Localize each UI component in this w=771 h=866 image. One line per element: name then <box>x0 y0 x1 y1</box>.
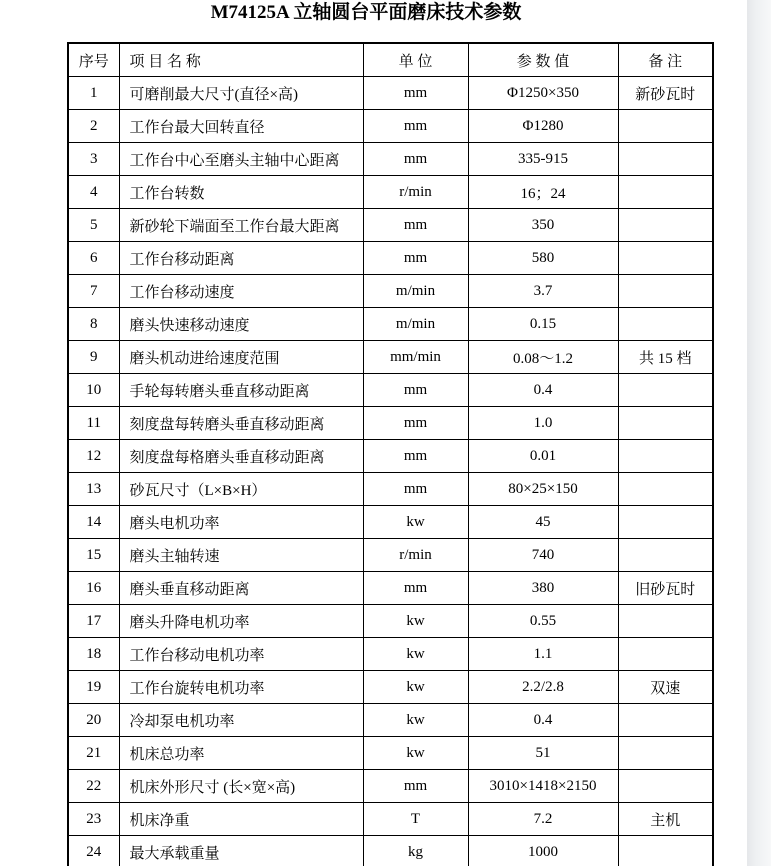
cell-no: 22 <box>68 770 119 803</box>
cell-note <box>618 242 713 275</box>
cell-unit: mm <box>363 242 468 275</box>
cell-no: 11 <box>68 407 119 440</box>
cell-no: 10 <box>68 374 119 407</box>
cell-unit: r/min <box>363 539 468 572</box>
cell-item: 刻度盘每格磨头垂直移动距离 <box>119 440 363 473</box>
table-row <box>68 473 713 506</box>
header-item: 项 目 名 称 <box>119 43 363 77</box>
cell-note <box>618 440 713 473</box>
cell-unit: kg <box>363 836 468 866</box>
cell-unit: T <box>363 803 468 836</box>
cell-no: 15 <box>68 539 119 572</box>
cell-value: 16；24 <box>468 176 618 209</box>
table-row <box>68 209 713 242</box>
page-title: M74125A 立轴圆台平面磨床技术参数 <box>210 2 522 23</box>
spec-table <box>67 42 714 866</box>
cell-note: 旧砂瓦时 <box>618 572 713 605</box>
cell-no: 24 <box>68 836 119 866</box>
cell-value: 1.0 <box>468 407 618 440</box>
cell-note <box>618 473 713 506</box>
cell-value: 51 <box>468 737 618 770</box>
cell-note <box>618 407 713 440</box>
cell-item: 工作台移动距离 <box>119 242 363 275</box>
cell-value: 1.1 <box>468 638 618 671</box>
cell-no: 5 <box>68 209 119 242</box>
cell-no: 23 <box>68 803 119 836</box>
table-row <box>68 836 713 866</box>
table-row <box>68 539 713 572</box>
cell-no: 2 <box>68 110 119 143</box>
cell-value: 80×25×150 <box>468 473 618 506</box>
table-row <box>68 176 713 209</box>
table-row <box>68 242 713 275</box>
cell-unit: kw <box>363 605 468 638</box>
cell-item: 最大承载重量 <box>119 836 363 866</box>
table-row <box>68 77 713 110</box>
cell-item: 磨头垂直移动距离 <box>119 572 363 605</box>
cell-note <box>618 275 713 308</box>
table-row <box>68 770 713 803</box>
cell-note <box>618 374 713 407</box>
table-row <box>68 737 713 770</box>
cell-value: 0.15 <box>468 308 618 341</box>
cell-value: 335-915 <box>468 143 618 176</box>
table-row <box>68 572 713 605</box>
cell-no: 16 <box>68 572 119 605</box>
cell-no: 1 <box>68 77 119 110</box>
cell-note <box>618 209 713 242</box>
table-row <box>68 341 713 374</box>
table-row <box>68 275 713 308</box>
table-row <box>68 671 713 704</box>
cell-no: 18 <box>68 638 119 671</box>
cell-item: 工作台中心至磨头主轴中心距离 <box>119 143 363 176</box>
table-row <box>68 605 713 638</box>
cell-unit: mm <box>363 110 468 143</box>
cell-unit: kw <box>363 671 468 704</box>
cell-value: 3010×1418×2150 <box>468 770 618 803</box>
cell-no: 7 <box>68 275 119 308</box>
cell-note <box>618 737 713 770</box>
cell-note <box>618 539 713 572</box>
cell-note <box>618 110 713 143</box>
cell-note <box>618 704 713 737</box>
cell-item: 新砂轮下端面至工作台最大距离 <box>119 209 363 242</box>
cell-no: 21 <box>68 737 119 770</box>
cell-no: 20 <box>68 704 119 737</box>
cell-note: 新砂瓦时 <box>618 77 713 110</box>
cell-unit: mm <box>363 374 468 407</box>
table-row <box>68 803 713 836</box>
cell-unit: mm/min <box>363 341 468 374</box>
cell-no: 4 <box>68 176 119 209</box>
cell-unit: kw <box>363 737 468 770</box>
cell-note <box>618 605 713 638</box>
table-row <box>68 638 713 671</box>
table-row <box>68 110 713 143</box>
header-unit: 单 位 <box>363 43 468 77</box>
cell-value: 0.4 <box>468 374 618 407</box>
cell-no: 14 <box>68 506 119 539</box>
cell-item: 磨头电机功率 <box>119 506 363 539</box>
table-row <box>68 374 713 407</box>
cell-item: 磨头升降电机功率 <box>119 605 363 638</box>
cell-value: 380 <box>468 572 618 605</box>
cell-unit: mm <box>363 407 468 440</box>
cell-item: 刻度盘每转磨头垂直移动距离 <box>119 407 363 440</box>
cell-unit: mm <box>363 143 468 176</box>
cell-no: 17 <box>68 605 119 638</box>
table-row <box>68 407 713 440</box>
cell-unit: mm <box>363 473 468 506</box>
cell-item: 工作台移动速度 <box>119 275 363 308</box>
cell-no: 9 <box>68 341 119 374</box>
cell-item: 机床净重 <box>119 803 363 836</box>
cell-no: 12 <box>68 440 119 473</box>
cell-item: 可磨削最大尺寸(直径×高) <box>119 77 363 110</box>
cell-note: 双速 <box>618 671 713 704</box>
cell-note <box>618 770 713 803</box>
cell-item: 手轮每转磨头垂直移动距离 <box>119 374 363 407</box>
cell-item: 工作台旋转电机功率 <box>119 671 363 704</box>
cell-unit: mm <box>363 770 468 803</box>
cell-value: 3.7 <box>468 275 618 308</box>
table-body <box>68 77 713 866</box>
cell-unit: mm <box>363 77 468 110</box>
cell-unit: r/min <box>363 176 468 209</box>
header-no: 序号 <box>68 43 119 77</box>
cell-no: 6 <box>68 242 119 275</box>
cell-item: 磨头快速移动速度 <box>119 308 363 341</box>
header-value: 参 数 值 <box>468 43 618 77</box>
cell-value: 580 <box>468 242 618 275</box>
cell-note: 共 15 档 <box>618 341 713 374</box>
cell-note <box>618 836 713 866</box>
cell-unit: mm <box>363 440 468 473</box>
cell-note: 主机 <box>618 803 713 836</box>
table-row <box>68 308 713 341</box>
cell-unit: mm <box>363 572 468 605</box>
cell-item: 机床外形尺寸 (长×宽×高) <box>119 770 363 803</box>
cell-item: 机床总功率 <box>119 737 363 770</box>
cell-unit: kw <box>363 506 468 539</box>
page-edge-strip <box>747 0 771 866</box>
cell-value: 0.55 <box>468 605 618 638</box>
cell-unit: m/min <box>363 275 468 308</box>
cell-note <box>618 638 713 671</box>
cell-value: 350 <box>468 209 618 242</box>
cell-value: Φ1280 <box>468 110 618 143</box>
table-row <box>68 440 713 473</box>
cell-value: 740 <box>468 539 618 572</box>
cell-value: 2.2/2.8 <box>468 671 618 704</box>
cell-unit: kw <box>363 704 468 737</box>
cell-no: 3 <box>68 143 119 176</box>
header-note: 备 注 <box>618 43 713 77</box>
table-row <box>68 704 713 737</box>
cell-item: 工作台最大回转直径 <box>119 110 363 143</box>
cell-note <box>618 506 713 539</box>
cell-value: Φ1250×350 <box>468 77 618 110</box>
cell-no: 19 <box>68 671 119 704</box>
table-row <box>68 506 713 539</box>
cell-item: 工作台移动电机功率 <box>119 638 363 671</box>
cell-unit: m/min <box>363 308 468 341</box>
cell-note <box>618 176 713 209</box>
cell-value: 7.2 <box>468 803 618 836</box>
cell-item: 磨头主轴转速 <box>119 539 363 572</box>
cell-note <box>618 143 713 176</box>
cell-item: 砂瓦尺寸（L×B×H） <box>119 473 363 506</box>
cell-value: 0.01 <box>468 440 618 473</box>
cell-value: 0.4 <box>468 704 618 737</box>
cell-note <box>618 308 713 341</box>
cell-no: 13 <box>68 473 119 506</box>
cell-item: 工作台转数 <box>119 176 363 209</box>
cell-value: 45 <box>468 506 618 539</box>
cell-value: 1000 <box>468 836 618 866</box>
cell-unit: kw <box>363 638 468 671</box>
table-header-row <box>68 43 713 77</box>
cell-item: 冷却泵电机功率 <box>119 704 363 737</box>
table-row <box>68 143 713 176</box>
cell-unit: mm <box>363 209 468 242</box>
cell-value: 0.08～1.2 <box>468 341 618 374</box>
cell-item: 磨头机动进给速度范围 <box>119 341 363 374</box>
cell-no: 8 <box>68 308 119 341</box>
